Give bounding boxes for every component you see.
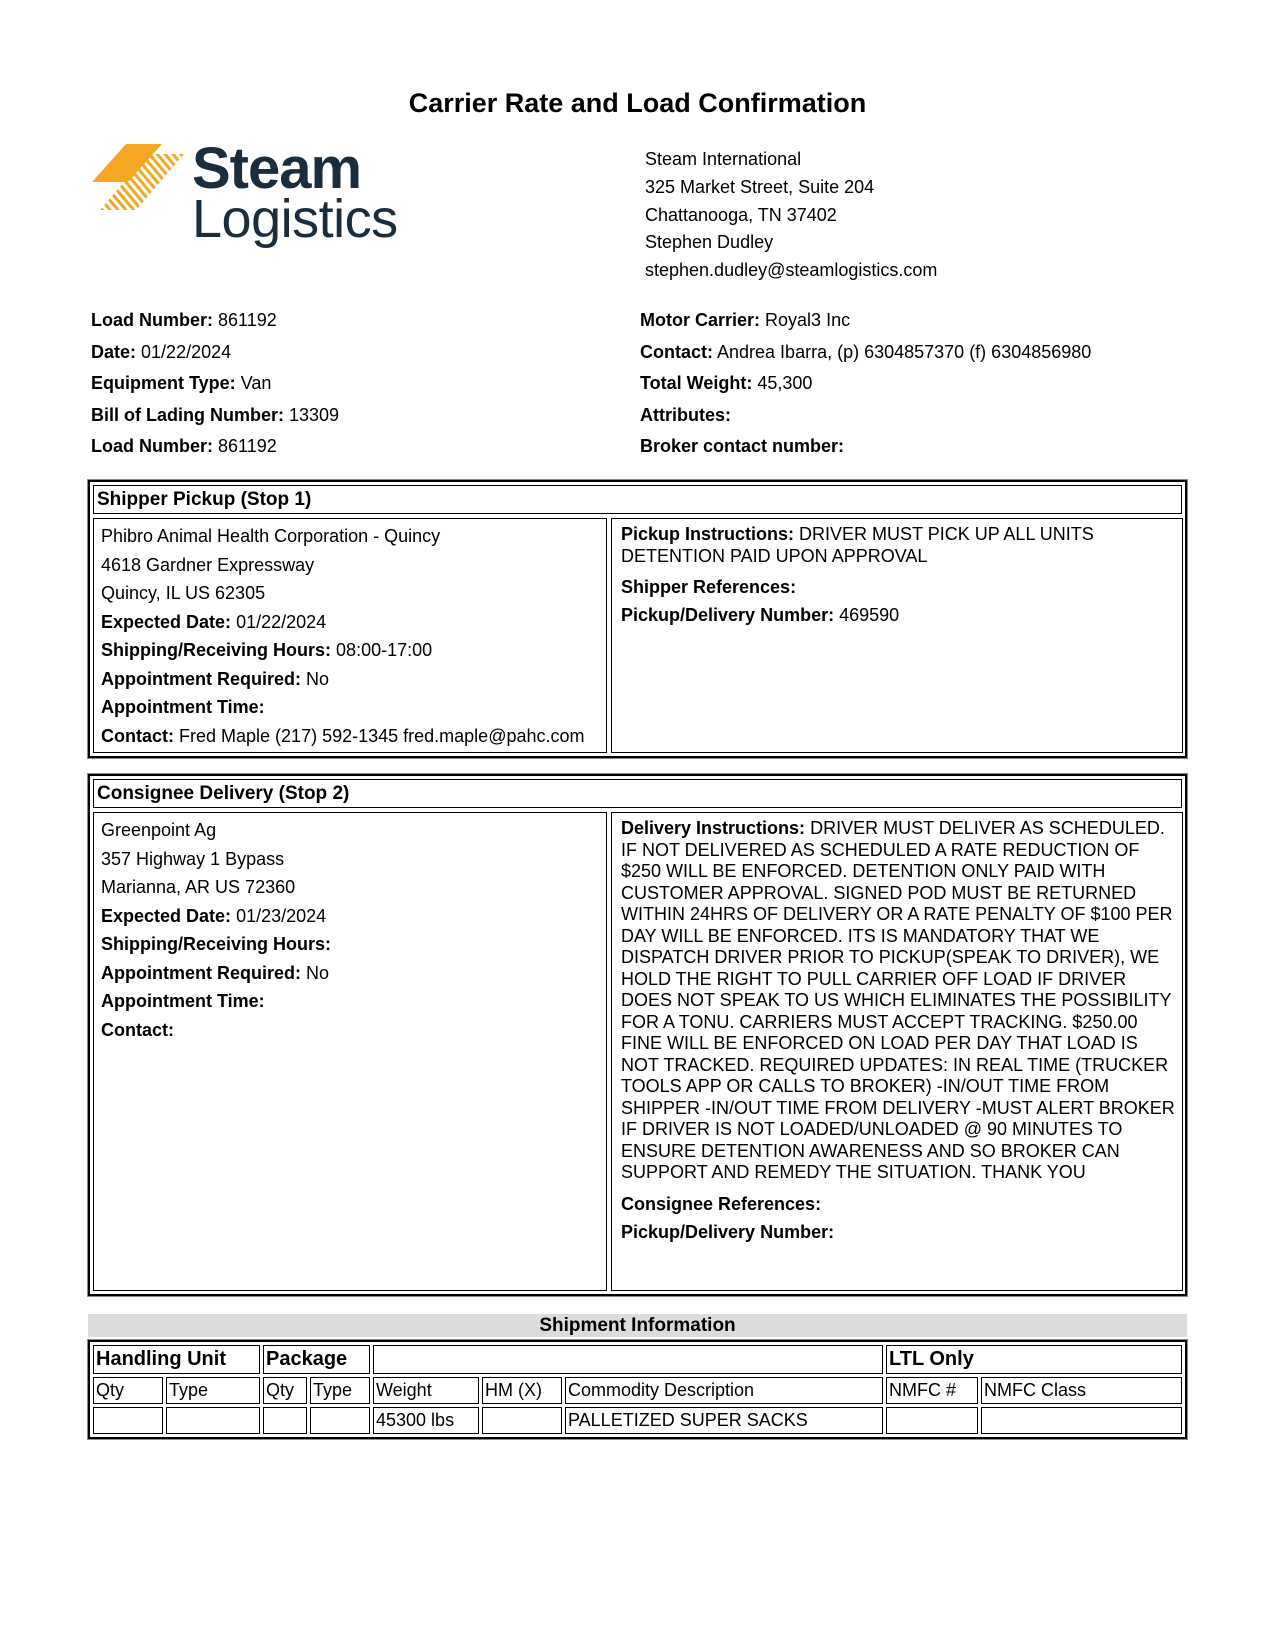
section-heading: Shipper Pickup (Stop 1) xyxy=(93,485,1182,514)
bill-of-lading-row: Bill of Lading Number: 13309 xyxy=(91,404,340,425)
load-info-left xyxy=(91,305,339,463)
column-header: Qty xyxy=(263,1377,307,1404)
company-contact-name: Stephen Dudley xyxy=(645,232,774,253)
column-header: Weight xyxy=(373,1377,479,1404)
logo-stripes-icon xyxy=(92,144,184,214)
shipper-address1: 4618 Gardner Expressway xyxy=(101,554,315,575)
appointment-required: Appointment Required: No xyxy=(101,962,330,983)
load-number-row: Load Number: 861192 xyxy=(91,310,277,330)
section-heading: Consignee Delivery (Stop 2) xyxy=(93,779,1182,808)
blank-header xyxy=(373,1345,883,1374)
table-cell xyxy=(263,1407,307,1434)
consignee-details-cell xyxy=(93,812,607,1291)
group-header-row xyxy=(93,1345,1182,1374)
equipment-type-row: Equipment Type: Van xyxy=(91,373,272,393)
shipping-hours: Shipping/Receiving Hours: 08:00-17:00 xyxy=(101,640,433,660)
column-header: Type xyxy=(310,1377,370,1404)
total-weight-row: Total Weight: 45,300 xyxy=(640,373,813,393)
table-cell xyxy=(93,1407,163,1434)
column-header: NMFC Class xyxy=(981,1377,1182,1404)
shipper-details-cell xyxy=(93,518,607,753)
table-cell xyxy=(310,1407,370,1434)
table-cell xyxy=(482,1407,562,1434)
broker-contact-row: Broker contact number: xyxy=(640,436,845,456)
consignee-address1: 357 Highway 1 Bypass xyxy=(101,848,285,869)
motor-carrier-row: Motor Carrier: Royal3 Inc xyxy=(640,310,851,330)
load-info-right xyxy=(640,305,1091,463)
column-header: Qty xyxy=(93,1377,163,1404)
pickup-delivery-number: Pickup/Delivery Number: 469590 xyxy=(621,605,900,625)
expected-date: Expected Date: 01/23/2024 xyxy=(101,905,327,926)
consignee-contact: Contact: xyxy=(101,1019,174,1040)
company-name: Steam International xyxy=(645,149,802,169)
pickup-delivery-number: Pickup/Delivery Number: xyxy=(621,1221,835,1242)
delivery-instructions-cell xyxy=(611,812,1183,1291)
company-address-line1: 325 Market Street, Suite 204 xyxy=(645,176,875,197)
table-cell xyxy=(166,1407,260,1434)
document-title: Carrier Rate and Load Confirmation xyxy=(408,88,867,118)
pickup-instructions: Pickup Instructions: DRIVER MUST PICK UP ALL UNITS DETENTION PAID UPON APPROVAL xyxy=(621,524,1094,566)
shipper-references: Shipper References: xyxy=(621,577,797,597)
table-cell xyxy=(886,1407,978,1434)
date-row: Date: 01/22/2024 xyxy=(91,341,232,362)
shipping-hours: Shipping/Receiving Hours: xyxy=(101,934,332,954)
column-header: Commodity Description xyxy=(565,1377,883,1404)
appointment-time: Appointment Time: xyxy=(101,991,265,1011)
column-header: Type xyxy=(166,1377,260,1404)
table-cell: PALLETIZED SUPER SACKS xyxy=(565,1407,883,1434)
shipper-address2: Quincy, IL US 62305 xyxy=(101,583,266,603)
attributes-row: Attributes: xyxy=(640,404,731,425)
logo-text-logistics: Logistics xyxy=(192,189,398,249)
load-number-row-2: Load Number: 861192 xyxy=(91,436,277,456)
table-cell xyxy=(981,1407,1182,1434)
table-row xyxy=(93,1407,1182,1434)
pickup-instructions-cell xyxy=(611,518,1183,753)
handling-unit-header: Handling Unit xyxy=(93,1345,260,1374)
consignee-name: Greenpoint Ag xyxy=(101,820,217,840)
delivery-instructions: Delivery Instructions: DRIVER MUST DELIVER AS SCHEDULED. IF NOT DELIVERED AS SCHEDULED A RATE REDUCTION OF $250 WILL BE ENFORCED. DETENTION ONLY PAID WITH CUSTOMER APPROVAL. SIGNED POD MUST BE RETURNED WITHIN 24HRS OF DELIVERY OR A RATE PENALTY OF $100 PER DAY WILL BE ENFORCED. ITS IS MANDATORY THAT WE DISPATCH DRIVER PRIOR TO PICKUP(SPEAK TO DRIVER), WE HOLD THE RIGHT TO PULL CARRIER OFF LOAD IF DRIVER DOES NOT SPEAK TO US WHICH ELIMINATES THE POSSIBILITY FOR A TONU. CARRIERS MUST ACCEPT TRACKING. $250.00 FINE WILL BE ENFORCED ON LOAD PER DAY THAT LOAD IS NOT TRACKED. REQUIRED UPDATES: IN REAL TIME (TRUCKER TOOLS APP OR CALLS TO BROKER) -IN/OUT TIME FROM SHIPPER -IN/OUT TIME FROM DELIVERY -MUST ALERT BROKER IF DRIVER IS NOT LOADED/UNLOADED @ 90 MINUTES TO ENSURE DETENTION AWARENESS AND SO BROKER CAN SUPPORT AND REMEDY THE SITUATION. THANK YOU xyxy=(621,818,1175,1182)
shipper-name: Phibro Animal Health Corporation - Quincy xyxy=(101,526,441,546)
consignee-references: Consignee References: xyxy=(621,1193,822,1214)
company-address-line2: Chattanooga, TN 37402 xyxy=(645,204,837,225)
package-header: Package xyxy=(263,1345,370,1374)
company-email: stephen.dudley@steamlogistics.com xyxy=(645,260,938,281)
broker-address-block xyxy=(645,146,937,285)
steam-logistics-logo xyxy=(92,136,422,265)
carrier-contact-row: Contact: Andrea Ibarra, (p) 6304857370 (f) 6304856980 xyxy=(640,341,1092,362)
appointment-required: Appointment Required: No xyxy=(101,668,330,689)
ltl-only-header: LTL Only xyxy=(886,1345,1182,1374)
shipment-information-heading: Shipment Information xyxy=(88,1314,1187,1337)
column-header-row xyxy=(93,1377,1182,1404)
column-header: HM (X) xyxy=(482,1377,562,1404)
expected-date: Expected Date: 01/22/2024 xyxy=(101,611,327,632)
appointment-time: Appointment Time: xyxy=(101,697,265,717)
column-header: NMFC # xyxy=(886,1377,978,1404)
shipper-pickup-section xyxy=(88,480,1187,758)
logo-text-steam: Steam xyxy=(192,136,362,201)
shipper-contact: Contact: Fred Maple (217) 592-1345 fred.maple@pahc.com xyxy=(101,725,585,746)
consignee-address2: Marianna, AR US 72360 xyxy=(101,877,296,897)
table-cell: 45300 lbs xyxy=(373,1407,479,1434)
consignee-delivery-section xyxy=(88,774,1187,1296)
shipment-table xyxy=(88,1340,1187,1439)
